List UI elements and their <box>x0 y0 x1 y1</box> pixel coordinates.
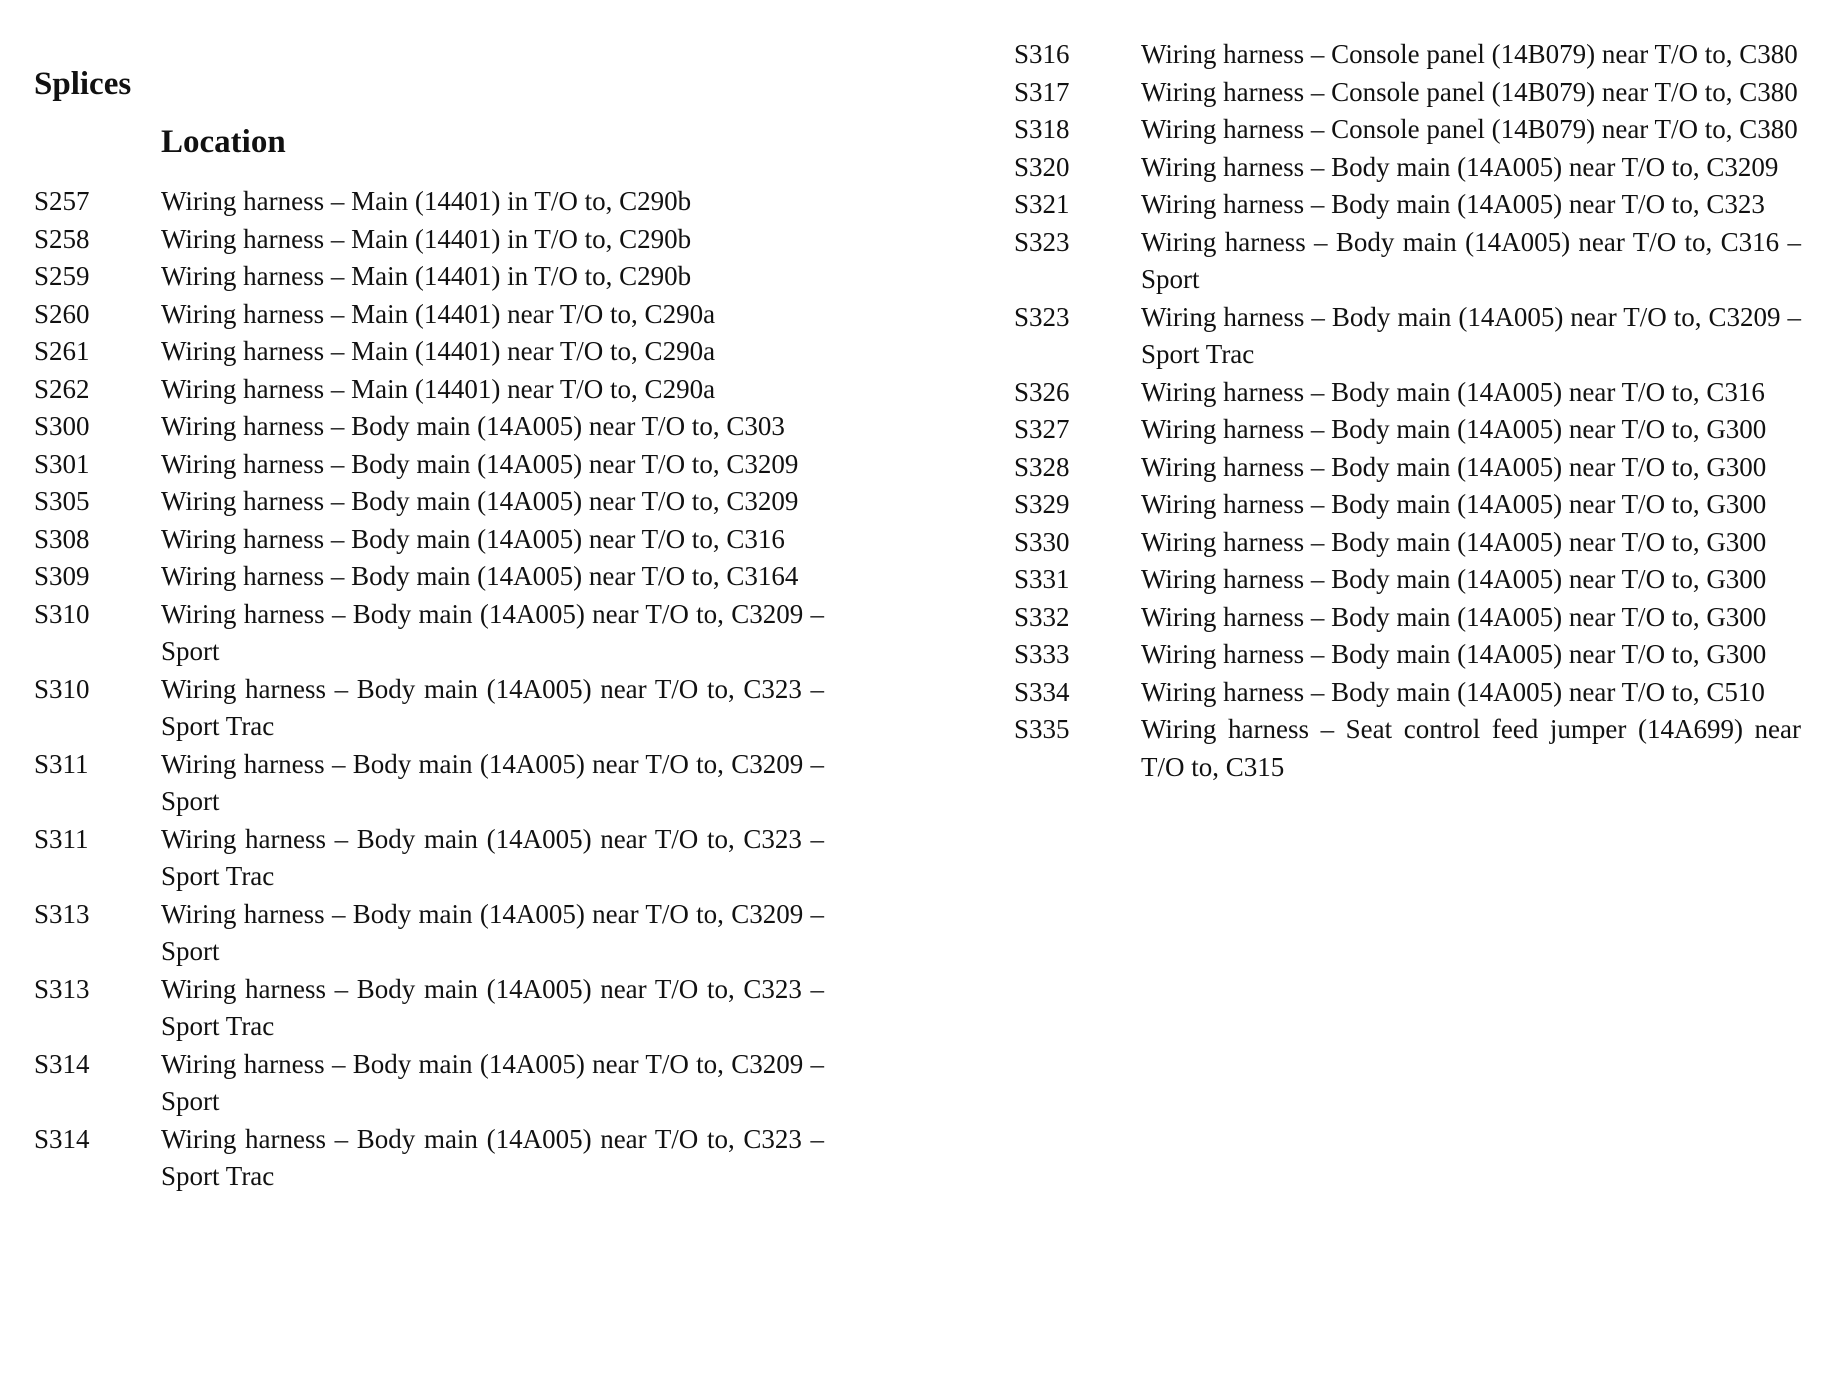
splice-code: S259 <box>34 261 90 291</box>
splice-entry <box>34 821 834 896</box>
splice-entry <box>1014 449 1804 487</box>
splice-code: S321 <box>1014 189 1070 219</box>
splice-location: Wiring harness – Body main (14A005) near T/O to, C316 <box>1141 376 1765 407</box>
splice-entry <box>1014 224 1804 299</box>
splice-code: S311 <box>34 823 89 854</box>
splice-entry <box>1014 374 1804 412</box>
splice-entry <box>1014 561 1804 599</box>
splice-code: S257 <box>34 186 90 216</box>
splice-code: S300 <box>34 411 90 441</box>
splice-location: Wiring harness – Body main (14A005) near T/O to, C3209 <box>1141 151 1779 182</box>
location-column-header: Location <box>161 124 286 160</box>
splice-entry <box>34 896 834 971</box>
splice-entry <box>34 296 834 334</box>
splice-code: S334 <box>1014 676 1070 707</box>
splice-entry <box>34 371 834 409</box>
splice-location: Wiring harness – Main (14401) in T/O to, C290b <box>161 261 692 291</box>
splice-entry <box>34 671 834 746</box>
splice-location: Wiring harness – Main (14401) near T/O to, C290a <box>161 373 716 404</box>
splice-code: S316 <box>1014 39 1070 69</box>
splice-entry <box>34 258 834 296</box>
splice-location: Wiring harness – Body main (14A005) near T/O to, C510 <box>1141 676 1765 707</box>
splice-entry <box>1014 636 1804 674</box>
splice-entry <box>1014 411 1804 449</box>
splice-entry <box>1014 186 1804 224</box>
splice-location: Wiring harness – Body main (14A005) near T/O to, C323 – Sport Trac <box>161 973 824 1041</box>
splice-code: S260 <box>34 298 90 329</box>
splice-list-left <box>34 183 834 1196</box>
splice-code: S330 <box>1014 526 1070 557</box>
splice-location: Wiring harness – Body main (14A005) near T/O to, C323 – Sport Trac <box>161 673 824 741</box>
splice-location: Wiring harness – Main (14401) near T/O to, C290a <box>161 336 716 366</box>
splice-location: Wiring harness – Body main (14A005) near T/O to, C323 – Sport Trac <box>161 1123 824 1191</box>
splice-location: Wiring harness – Console panel (14B079) near T/O to, C380 <box>1141 39 1798 69</box>
splice-entry <box>1014 524 1804 562</box>
splice-location: Wiring harness – Body main (14A005) near T/O to, C323 <box>1141 189 1765 219</box>
splice-entry <box>34 183 834 221</box>
splice-entry <box>34 1121 834 1196</box>
splice-location: Wiring harness – Body main (14A005) near T/O to, C3209 – Sport <box>161 598 824 666</box>
splice-entry <box>34 221 834 259</box>
splice-code: S328 <box>1014 451 1070 482</box>
splice-location: Wiring harness – Main (14401) near T/O to, C290a <box>161 298 716 329</box>
splice-code: S314 <box>34 1048 90 1079</box>
splice-entry <box>1014 299 1804 374</box>
splice-location: Wiring harness – Body main (14A005) near T/O to, C3209 <box>161 448 799 479</box>
splice-entry <box>1014 711 1804 786</box>
splice-code: S309 <box>34 561 90 591</box>
splice-entry <box>1014 74 1804 112</box>
splice-location: Wiring harness – Body main (14A005) near T/O to, G300 <box>1141 451 1767 482</box>
splice-location: Wiring harness – Console panel (14B079) near T/O to, C380 <box>1141 114 1798 144</box>
splice-entry <box>1014 111 1804 149</box>
section-title: Splices <box>34 66 132 102</box>
splice-code: S323 <box>1014 226 1070 257</box>
splice-location: Wiring harness – Body main (14A005) near T/O to, C3209 – Sport <box>161 898 824 966</box>
splice-code: S301 <box>34 448 90 479</box>
splice-location: Wiring harness – Body main (14A005) near T/O to, C316 <box>161 523 785 554</box>
splice-location: Wiring harness – Body main (14A005) near T/O to, G300 <box>1141 526 1767 557</box>
splice-location: Wiring harness – Body main (14A005) near T/O to, G300 <box>1141 489 1767 519</box>
splice-location: Wiring harness – Body main (14A005) near T/O to, C316 – Sport <box>1141 226 1801 294</box>
splice-code: S314 <box>34 1123 90 1154</box>
splice-code: S327 <box>1014 414 1070 444</box>
splice-code: S261 <box>34 336 90 366</box>
splice-code: S313 <box>34 898 90 929</box>
splice-code: S326 <box>1014 376 1070 407</box>
splice-code: S310 <box>34 598 90 629</box>
splice-code: S310 <box>34 673 90 704</box>
splice-code: S335 <box>1014 714 1070 744</box>
splice-entry <box>1014 149 1804 187</box>
splice-entry <box>1014 599 1804 637</box>
splice-code: S329 <box>1014 489 1070 519</box>
splice-code: S313 <box>34 973 90 1004</box>
splice-location: Wiring harness – Body main (14A005) near T/O to, G300 <box>1141 601 1767 632</box>
splice-location: Wiring harness – Body main (14A005) near T/O to, G300 <box>1141 639 1767 669</box>
splice-location: Wiring harness – Body main (14A005) near T/O to, C3164 <box>161 561 799 591</box>
splice-code: S258 <box>34 223 90 254</box>
splice-code: S311 <box>34 748 89 779</box>
splice-location: Wiring harness – Main (14401) in T/O to, C290b <box>161 186 692 216</box>
splice-code: S318 <box>1014 114 1070 144</box>
splice-location: Wiring harness – Main (14401) in T/O to, C290b <box>161 223 692 254</box>
splice-code: S332 <box>1014 601 1070 632</box>
splice-entry <box>34 746 834 821</box>
splice-entry <box>34 483 834 521</box>
splice-entry <box>34 521 834 559</box>
splice-location: Wiring harness – Body main (14A005) near T/O to, C323 – Sport Trac <box>161 823 824 891</box>
splice-location: Wiring harness – Body main (14A005) near T/O to, C3209 <box>161 486 799 516</box>
splice-code: S262 <box>34 373 90 404</box>
splice-code: S317 <box>1014 76 1070 107</box>
splice-code: S308 <box>34 523 90 554</box>
splice-entry <box>34 971 834 1046</box>
splice-list-right <box>1014 36 1804 786</box>
splice-entry <box>1014 486 1804 524</box>
splice-entry <box>34 1046 834 1121</box>
splice-entry <box>34 408 834 446</box>
splice-location: Wiring harness – Body main (14A005) near T/O to, C3209 – Sport <box>161 748 824 816</box>
splice-entry <box>34 558 834 596</box>
splice-location: Wiring harness – Body main (14A005) near T/O to, G300 <box>1141 414 1767 444</box>
splice-entry <box>34 333 834 371</box>
splice-code: S323 <box>1014 301 1070 332</box>
splice-entry <box>34 446 834 484</box>
splice-location: Wiring harness – Body main (14A005) near T/O to, C3209 – Sport Trac <box>1141 301 1801 369</box>
splice-location: Wiring harness – Body main (14A005) near T/O to, C3209 – Sport <box>161 1048 824 1116</box>
splice-code: S331 <box>1014 564 1070 594</box>
splice-entry <box>1014 36 1804 74</box>
splice-location: Wiring harness – Body main (14A005) near T/O to, G300 <box>1141 564 1767 594</box>
splice-code: S320 <box>1014 151 1070 182</box>
splice-code: S333 <box>1014 639 1070 669</box>
splice-location: Wiring harness – Seat control feed jumper (14A699) near T/O to, C315 <box>1141 714 1801 782</box>
splice-entry <box>1014 674 1804 712</box>
splice-location: Wiring harness – Body main (14A005) near T/O to, C303 <box>161 411 785 441</box>
splice-location: Wiring harness – Console panel (14B079) near T/O to, C380 <box>1141 76 1798 107</box>
splice-code: S305 <box>34 486 90 516</box>
splice-entry <box>34 596 834 671</box>
